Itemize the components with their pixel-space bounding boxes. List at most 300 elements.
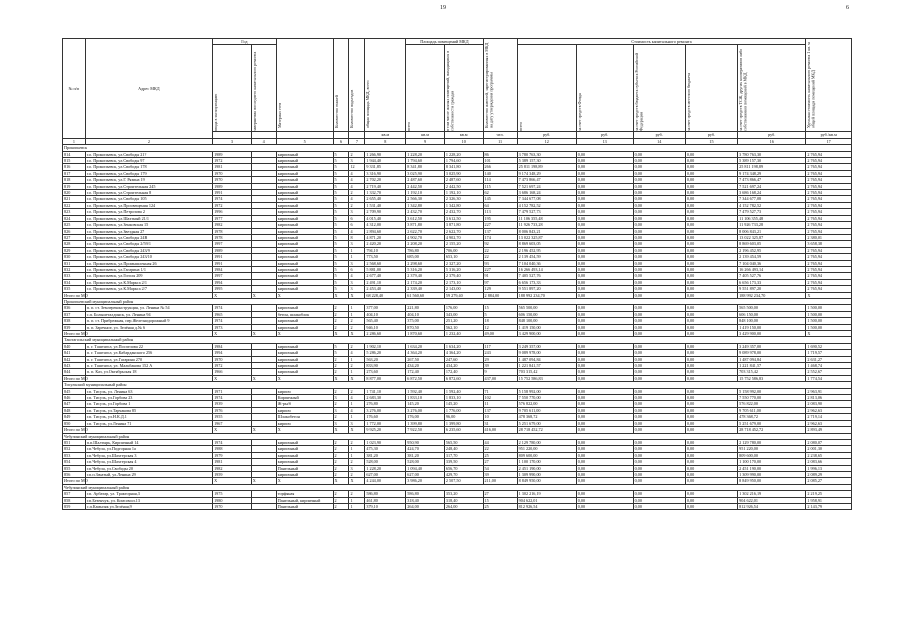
- table-cell: 5: [333, 158, 349, 164]
- table-cell: 565 500,00: [738, 305, 806, 311]
- table-cell: 0,00: [633, 497, 685, 503]
- table-cell: 22: [483, 446, 517, 452]
- table-cell: 565,50: [444, 439, 483, 445]
- table-cell: п. г. Таштагол, ул. Мальбакова 152 А: [85, 363, 212, 369]
- table-cell: 71: [483, 388, 517, 394]
- table-cell: 0,00: [633, 286, 685, 292]
- table-cell: 2 085,27: [806, 478, 852, 484]
- table-cell: 4: [349, 170, 365, 176]
- table-cell: 856: [63, 471, 86, 477]
- table-cell: 0,00: [576, 234, 633, 240]
- table-cell: 0,00: [685, 363, 737, 369]
- table-cell: кирпичный: [276, 439, 333, 445]
- table-cell: Панельный: [276, 503, 333, 509]
- table-cell: 2: [333, 459, 349, 465]
- table-cell: 247,60: [444, 356, 483, 362]
- table-cell: 1978: [213, 234, 252, 240]
- table-cell: кирпичный: [276, 151, 333, 157]
- table-cell: 2 765,94: [806, 151, 852, 157]
- table-cell: г.о. Прокопьевск, ул.Свободы 243/10: [85, 254, 212, 260]
- table-cell: 1 399,80: [444, 420, 483, 426]
- column-number: 9: [406, 138, 445, 144]
- table-cell: кирпичный: [276, 228, 333, 234]
- table-cell: 1 944,40: [365, 158, 406, 164]
- table-cell: 1 192,10: [406, 190, 445, 196]
- table-cell: 28 718 452,72: [738, 427, 806, 433]
- table-cell: 0,00: [685, 196, 737, 202]
- table-cell: 0,00: [576, 395, 633, 401]
- table-cell: 656,70: [444, 465, 483, 471]
- table-cell: кирпичный: [276, 305, 333, 311]
- table-cell: 3 986,20: [406, 478, 445, 484]
- table-cell: 1 500,00: [806, 324, 852, 330]
- table-cell: 0,00: [633, 414, 685, 420]
- table-cell: 3 686 168,24: [738, 190, 806, 196]
- table-cell: 5 316,20: [406, 266, 445, 272]
- table-cell: 0,00: [633, 247, 685, 253]
- table-cell: 4: [349, 196, 365, 202]
- table-cell: 1989: [213, 151, 252, 157]
- table-cell: 1965: [213, 311, 252, 317]
- table-cell: 2 451 190,00: [517, 465, 576, 471]
- table-cell: 1 221 841,57: [738, 363, 806, 369]
- header-area-group: Площадь помещений МКД: [406, 39, 483, 45]
- table-cell: 528,00: [406, 459, 445, 465]
- table-cell: 92: [483, 241, 517, 247]
- table-cell: 0,00: [633, 209, 685, 215]
- table-cell: 434,20: [406, 363, 445, 369]
- table-cell: 2 894,60: [365, 228, 406, 234]
- table-cell: 4: [349, 395, 365, 401]
- table-cell: 0,00: [576, 247, 633, 253]
- table-cell: 0,00: [685, 324, 737, 330]
- table-cell: 381,20: [406, 452, 445, 458]
- table-cell: 251,20: [444, 318, 483, 324]
- column-number: 2: [85, 138, 212, 144]
- table-cell: X: [251, 427, 276, 433]
- table-cell: кирпичный: [276, 222, 333, 228]
- table-cell: г.о. Прокопьевск, ул.Звездная 27: [85, 228, 212, 234]
- table-cell: 826: [63, 228, 86, 234]
- table-cell: п.п.Шалтырь, Кирпичный 14: [85, 439, 212, 445]
- table-cell: 4 364,20: [444, 350, 483, 356]
- table-cell: 1 794,60: [444, 158, 483, 164]
- table-cell: 1974: [213, 196, 252, 202]
- table-cell: X: [349, 375, 365, 381]
- table-cell: 5: [333, 177, 349, 183]
- table-cell: 2 765,94: [806, 164, 852, 170]
- table-cell: г.п. Тисуль, ул.Тарчакова 85: [85, 407, 212, 413]
- table-cell: 0,00: [576, 273, 633, 279]
- table-cell: 404,10: [365, 311, 406, 317]
- table-cell: 703 315,42: [738, 369, 806, 375]
- table-cell: 0,00: [685, 209, 737, 215]
- unit-m2: кв.м: [444, 132, 483, 138]
- table-cell: 565 500,00: [517, 305, 576, 311]
- table-cell: п. п. Заречное, ул. Зелёная д.№ 6: [85, 324, 212, 330]
- table-cell: 1982: [213, 222, 252, 228]
- unit-people: чел.: [483, 132, 517, 138]
- table-cell: 2 155,20: [444, 241, 483, 247]
- table-cell: 93: [483, 260, 517, 266]
- table-cell: 0,00: [633, 196, 685, 202]
- table-cell: 0,00: [576, 318, 633, 324]
- table-cell: 0,00: [576, 196, 633, 202]
- table-cell: 855: [63, 465, 86, 471]
- table-cell: 2 765,94: [806, 247, 852, 253]
- table-cell: 39: [483, 363, 517, 369]
- table-cell: 576 822,00: [738, 401, 806, 407]
- table-cell: 820: [63, 190, 86, 196]
- table-cell: 1977: [213, 215, 252, 221]
- table-cell: 3: [349, 465, 365, 471]
- table-cell: 478 368,72: [738, 414, 806, 420]
- unit-m2: кв.м: [406, 132, 445, 138]
- table-cell: 2 719,14: [806, 414, 852, 420]
- header-n: № п/п: [63, 39, 86, 139]
- table-cell: 0,00: [576, 241, 633, 247]
- table-cell: 1 592,40: [444, 388, 483, 394]
- table-cell: 0,00: [633, 305, 685, 311]
- table-cell: 5 158 992,00: [517, 388, 576, 394]
- table-cell: 833,90: [365, 363, 406, 369]
- table-cell: 2 129 780,00: [517, 439, 576, 445]
- table-cell: 2 884,00: [483, 292, 517, 298]
- table-cell: 1980: [213, 497, 252, 503]
- table-cell: 4: [349, 183, 365, 189]
- table-cell: 2 487,60: [444, 177, 483, 183]
- table-cell: 0,00: [576, 350, 633, 356]
- table-cell: 375,00: [406, 318, 445, 324]
- table-cell: 2 765,94: [806, 215, 852, 221]
- table-cell: 848 100,00: [517, 318, 576, 324]
- section-label: Чебулинский муниципальный район: [63, 433, 852, 439]
- header-area-all: всего: [406, 122, 412, 132]
- table-cell: 812 926,54: [517, 503, 576, 509]
- table-cell: 97: [483, 279, 517, 285]
- table-cell: 818: [63, 177, 86, 183]
- table-cell: 31: [483, 420, 517, 426]
- table-cell: 1970: [213, 356, 252, 362]
- table-cell: 227: [483, 266, 517, 272]
- table-cell: 1 266,90: [365, 151, 406, 157]
- table-cell: 0,00: [633, 311, 685, 317]
- table-cell: кирпичный: [276, 350, 333, 356]
- table-cell: 1 100 170,00: [738, 459, 806, 465]
- table-cell: 3 686 168,24: [517, 190, 576, 196]
- table-cell: Итого по МО: [64, 427, 88, 433]
- table-cell: 0,00: [685, 452, 737, 458]
- table-cell: 842: [63, 356, 86, 362]
- table-cell: 0,00: [633, 439, 685, 445]
- table-cell: 188 992 234,70: [517, 292, 576, 298]
- table-cell: 848 100,00: [738, 318, 806, 324]
- header-entrances: Количество подъездов: [349, 89, 355, 129]
- header-year-group: Год: [213, 39, 277, 45]
- table-cell: 0,00: [576, 503, 633, 509]
- table-cell: г.о. Прокопьевск, ул.Гагарина 1/1: [85, 266, 212, 272]
- table-cell: 273,60: [365, 369, 406, 375]
- table-cell: 1 500,00: [806, 318, 852, 324]
- table-cell: 15 752 586,83: [517, 375, 576, 381]
- table-cell: 2 507,50: [444, 478, 483, 484]
- table-cell: 0,00: [685, 401, 737, 407]
- table-cell: 0,00: [685, 202, 737, 208]
- table-cell: 0,00: [633, 459, 685, 465]
- table-cell: 7 479 527,73: [738, 209, 806, 215]
- table-cell: 1 192,10: [444, 190, 483, 196]
- table-cell: 2 765,94: [806, 254, 852, 260]
- header-owners: за счет средств ТСЖ, других кооперативов либо собственников помещений в МКД: [738, 49, 748, 132]
- table-cell: кирпичный: [276, 471, 333, 477]
- table-cell: 828: [63, 241, 86, 247]
- table-cell: X: [251, 331, 276, 337]
- table-cell: X: [333, 292, 349, 298]
- table-cell: 1 342,80: [444, 202, 483, 208]
- table-cell: 9 331,85: [365, 164, 406, 170]
- table-cell: 2 962,63: [806, 420, 852, 426]
- table-cell: 0,00: [685, 375, 737, 381]
- table-cell: 0,00: [633, 356, 685, 362]
- table-cell: кирпичный: [276, 170, 333, 176]
- table-cell: 0,00: [685, 503, 737, 509]
- table-cell: 5 316,20: [444, 266, 483, 272]
- table-cell: 0,00: [576, 254, 633, 260]
- table-cell: 62: [483, 190, 517, 196]
- table-cell: 859: [63, 503, 86, 509]
- table-cell: кирпичный: [276, 343, 333, 349]
- table-cell: 5: [333, 343, 349, 349]
- table-cell: 2: [333, 324, 349, 330]
- table-cell: 145,20: [444, 401, 483, 407]
- table-cell: 2 379,40: [444, 273, 483, 279]
- header-cost-group: Стоимость капитального ремонта: [517, 39, 806, 45]
- table-cell: 773,50: [365, 254, 406, 260]
- table-cell: 3 276,00: [365, 407, 406, 413]
- column-number: 1: [63, 138, 86, 144]
- table-cell: 5 158 992,00: [738, 388, 806, 394]
- table-cell: Шлакобетон: [276, 414, 333, 420]
- table-cell: 11 926 733,28: [517, 222, 576, 228]
- table-cell: 6 872,60: [444, 375, 483, 381]
- table-cell: 858: [63, 497, 86, 503]
- table-cell: 3: [333, 420, 349, 426]
- table-cell: 1939: [213, 401, 252, 407]
- table-cell: кирпичный: [276, 318, 333, 324]
- table-cell: 2 566,30: [406, 196, 445, 202]
- table-cell: кирпичный: [276, 196, 333, 202]
- table-cell: 3: [349, 241, 365, 247]
- table-cell: 7 521 697,24: [517, 183, 576, 189]
- table-cell: 0,00: [576, 215, 633, 221]
- table-cell: 2 196 452,95: [517, 247, 576, 253]
- table-cell: 145: [483, 196, 517, 202]
- table-cell: 2 380,01: [806, 234, 852, 240]
- table-cell: г.п.Безенчук, ул. Комсомол.13: [85, 497, 212, 503]
- table-cell: 8 341,80: [406, 164, 445, 170]
- table-cell: 1: [349, 356, 365, 362]
- table-cell: 91: [483, 273, 517, 279]
- table-cell: кирпичный: [276, 260, 333, 266]
- table-cell: п. г. Таштагол, ул.Кабарданского 256: [85, 350, 212, 356]
- table-cell: 824: [63, 215, 86, 221]
- table-cell: 2 129 780,00: [738, 439, 806, 445]
- table-cell: 115: [483, 183, 517, 189]
- table-cell: 0,00: [633, 452, 685, 458]
- table-body: [63, 138, 852, 510]
- table-cell: 18: [483, 318, 517, 324]
- table-cell: 1 228,20: [406, 151, 445, 157]
- table-cell: 1955: [213, 414, 252, 420]
- table-cell: г.о. Прокопьевск, ул.Свободы 179: [85, 170, 212, 176]
- table-cell: 1975: [213, 491, 252, 497]
- table-cell: X: [213, 427, 252, 433]
- table-cell: 8: [349, 234, 365, 240]
- table-cell: 7 344 677,08: [738, 196, 806, 202]
- table-cell: 2 083,90: [806, 401, 852, 407]
- column-number: 13: [576, 138, 633, 144]
- unit-rub-per-m2: руб./кв.м: [806, 132, 852, 138]
- table-cell: 1: [349, 497, 365, 503]
- table-cell: кирпичный: [276, 209, 333, 215]
- header-year-built: ввода в эксплуатацию: [213, 94, 219, 132]
- table-cell: 1981: [213, 459, 252, 465]
- table-cell: 2 298,60: [406, 260, 445, 266]
- table-cell: 0,00: [576, 401, 633, 407]
- table-cell: 2 765,94: [806, 266, 852, 272]
- table-cell: п. п. Каз, ул.Октябрьская 18: [85, 369, 212, 375]
- table-cell: кирпичный: [276, 356, 333, 362]
- table-cell: 1 833,10: [406, 395, 445, 401]
- table-cell: 1 094,40: [406, 465, 445, 471]
- table-cell: 7 479 527,73: [517, 209, 576, 215]
- table-cell: Итого по МО: [64, 375, 88, 381]
- table-cell: п. п. ст. Землереконструкция, ул. Ленина № 54: [85, 305, 212, 311]
- table-cell: 0,00: [633, 465, 685, 471]
- table-cell: 61 560,60: [406, 292, 445, 298]
- table-cell: 2 677,40: [365, 273, 406, 279]
- table-cell: 2: [333, 446, 349, 452]
- table-cell: 2: [349, 343, 365, 349]
- table-cell: X: [213, 375, 252, 381]
- table-cell: 5: [333, 170, 349, 176]
- table-cell: 1 794,60: [406, 158, 445, 164]
- table-cell: 8 877,00: [365, 375, 406, 381]
- table-cell: кирпич: [276, 388, 333, 394]
- section-label: Чебулинский муниципальный район: [63, 484, 852, 490]
- table-cell: 267,50: [406, 356, 445, 362]
- table-cell: 5 389 157,30: [738, 158, 806, 164]
- table-cell: 1: [349, 452, 365, 458]
- column-number: 14: [633, 138, 685, 144]
- column-number: 15: [685, 138, 737, 144]
- table-cell: п. п. ст. Прибрежная, пер.Железнодорожный 9: [85, 318, 212, 324]
- table-cell: г.п.Чебула, ул.Шахтерская 3: [85, 452, 212, 458]
- table-cell: 0,00: [685, 164, 737, 170]
- table-cell: 816: [63, 164, 86, 170]
- table-cell: 1972: [213, 202, 252, 208]
- table-cell: 0,00: [633, 318, 685, 324]
- table-cell: 1 309 990,00: [517, 471, 576, 477]
- table-cell: 0,00: [633, 228, 685, 234]
- table-cell: 15: [483, 305, 517, 311]
- table-cell: 2 893,49: [806, 427, 852, 433]
- table-cell: г.о. Прокопьевск, ул.Просвещения 124: [85, 202, 212, 208]
- table-cell: 478 368,72: [517, 414, 576, 420]
- table-cell: 0,00: [633, 279, 685, 285]
- table-header: [63, 39, 852, 139]
- table-cell: г.о. Прокопьевск, ул.Свободы 24В: [85, 234, 212, 240]
- table-cell: 0,00: [576, 414, 633, 420]
- table-cell: 176,60: [365, 414, 406, 420]
- table-cell: 2: [349, 363, 365, 369]
- table-cell: 9 925,20: [365, 427, 406, 433]
- table-cell: 0,00: [576, 439, 633, 445]
- section-label: Прокопьевский муниципальный район: [63, 298, 852, 304]
- table-cell: 4: [349, 273, 365, 279]
- table-cell: 0,00: [633, 266, 685, 272]
- table-cell: г.о. Прокопьевск, ул.Зенковская 15: [85, 222, 212, 228]
- table-cell: 0,00: [576, 452, 633, 458]
- table-cell: X: [806, 331, 852, 337]
- table-cell: г.о. Прокопьевск, ул.Промышленная 26: [85, 260, 212, 266]
- table-cell: кирпичный: [276, 452, 333, 458]
- table-cell: 822: [63, 202, 86, 208]
- table-cell: 9 705 611,00: [517, 407, 576, 413]
- table-cell: 2: [333, 503, 349, 509]
- table-cell: 2 327,20: [444, 260, 483, 266]
- table-cell: 1 634,20: [406, 343, 445, 349]
- table-cell: 836: [63, 305, 86, 311]
- table-cell: 2 765,94: [806, 228, 852, 234]
- table-cell: 266: [483, 164, 517, 170]
- column-number: 4: [251, 138, 276, 144]
- table-cell: 4: [349, 177, 365, 183]
- table-cell: 1 487 094,84: [517, 356, 576, 362]
- table-cell: 2: [349, 439, 365, 445]
- table-cell: 1981: [213, 164, 252, 170]
- table-cell: 0,00: [633, 177, 685, 183]
- table-cell: 10: [483, 414, 517, 420]
- table-cell: 86: [483, 151, 517, 157]
- table-cell: 8 341,80: [444, 164, 483, 170]
- table-cell: 379,10: [365, 503, 406, 509]
- table-cell: 6 872,50: [406, 375, 445, 381]
- table-cell: 0,00: [685, 478, 737, 484]
- table-cell: 831: [63, 260, 86, 266]
- table-cell: 0,00: [576, 151, 633, 157]
- table-cell: 0,00: [576, 363, 633, 369]
- table-cell: 846: [63, 395, 86, 401]
- table-cell: 1 870,60: [406, 331, 445, 337]
- table-cell: 0,00: [685, 446, 737, 452]
- table-cell: 2: [349, 151, 365, 157]
- table-cell: г.о. Прокопьевск, ул.К.Маркса 2/7: [85, 286, 212, 292]
- table-cell: г.п. Тисуль, ул.Горбова 1: [85, 401, 212, 407]
- table-cell: 2: [333, 401, 349, 407]
- table-cell: 9 089 978,00: [517, 350, 576, 356]
- table-cell: 54: [483, 465, 517, 471]
- table-cell: 276,80: [365, 401, 406, 407]
- table-cell: 3: [333, 395, 349, 401]
- table-cell: 0,00: [633, 331, 685, 337]
- table-cell: 1967: [213, 420, 252, 426]
- table-cell: 0,00: [633, 215, 685, 221]
- table-cell: 6 656 173,33: [517, 279, 576, 285]
- table-cell: 6 656 173,33: [738, 279, 806, 285]
- table-cell: 2: [349, 388, 365, 394]
- table-cell: 9 551 897,20: [517, 286, 576, 292]
